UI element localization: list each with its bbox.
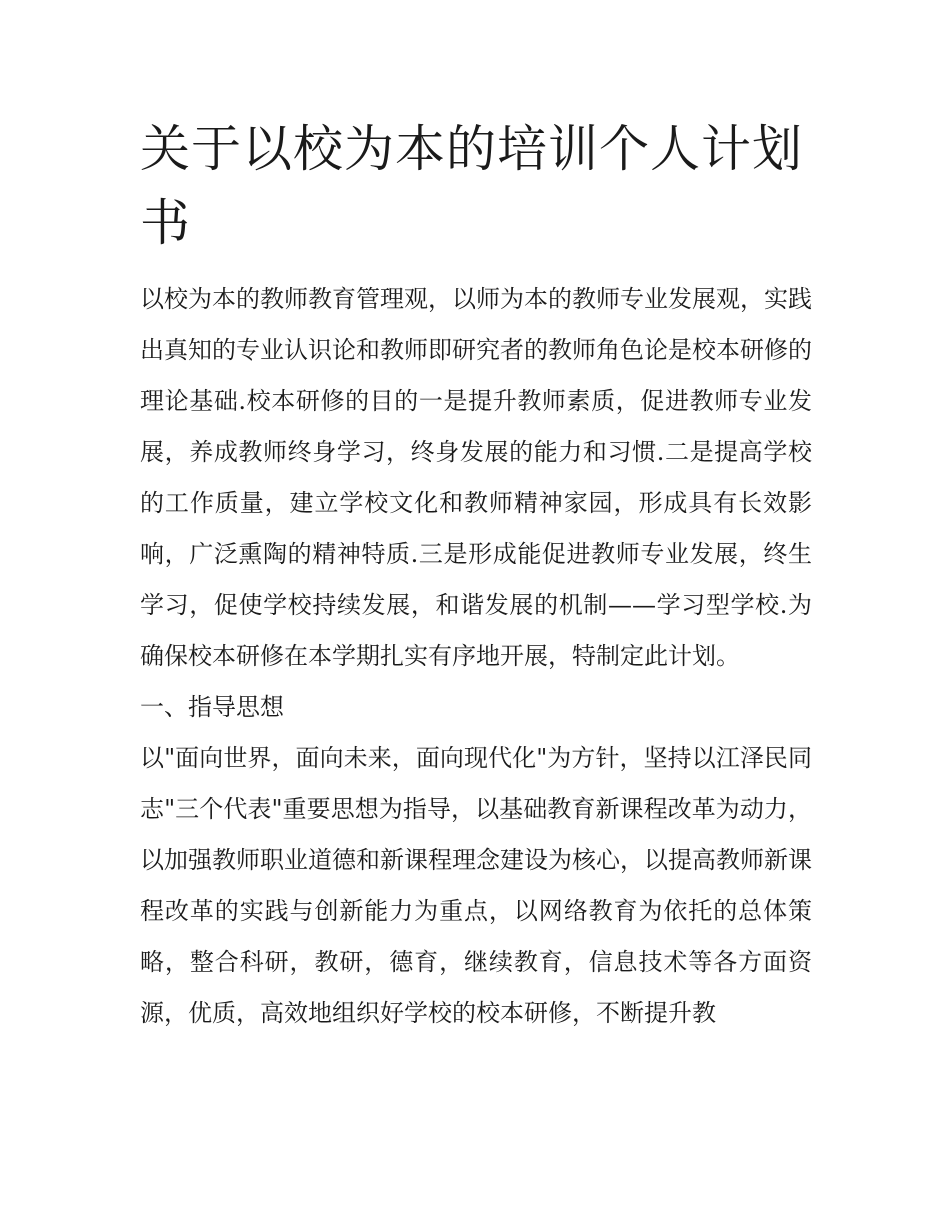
- guiding-ideology-paragraph: 以"面向世界，面向未来，面向现代化"为方针，坚持以江泽民同志"三个代表"重要思想为指导，以基础教育新课程改革为动力，以加强教师职业道德和新课程理念建设为核心，以提高教师新课程改革的实践与创新能力为重点，以网络教育为依托的总体策略，整合科研，教研，德育，继续教育，信息技术等各方面资源，优质，高效地组织好学校的校本研修，不断提升教: [140, 744, 812, 1027]
- document-title: 关于以校为本的培训个人计划书: [140, 120, 803, 252]
- document-page: [140, 112, 812, 1039]
- intro-paragraph: 以校为本的教师教育管理观，以师为本的教师专业发展观，实践出真知的专业认识论和教师即研究者的教师角色论是校本研修的理论基础.校本研修的目的一是提升教师素质，促进教师专业发展，养成教师终身学习，终身发展的能力和习惯.二是提高学校的工作质量，建立学校文化和教师精神家园，形成具有长效影响，广泛熏陶的精神特质.三是形成能促进教师专业发展，终生学习，促使学校持续发展，和谐发展的机制——学习型学校.为确保校本研修在本学期扎实有序地开展，特制定此计划。: [140, 285, 812, 670]
- section-heading-guiding-ideology: 一、指导思想: [140, 693, 284, 721]
